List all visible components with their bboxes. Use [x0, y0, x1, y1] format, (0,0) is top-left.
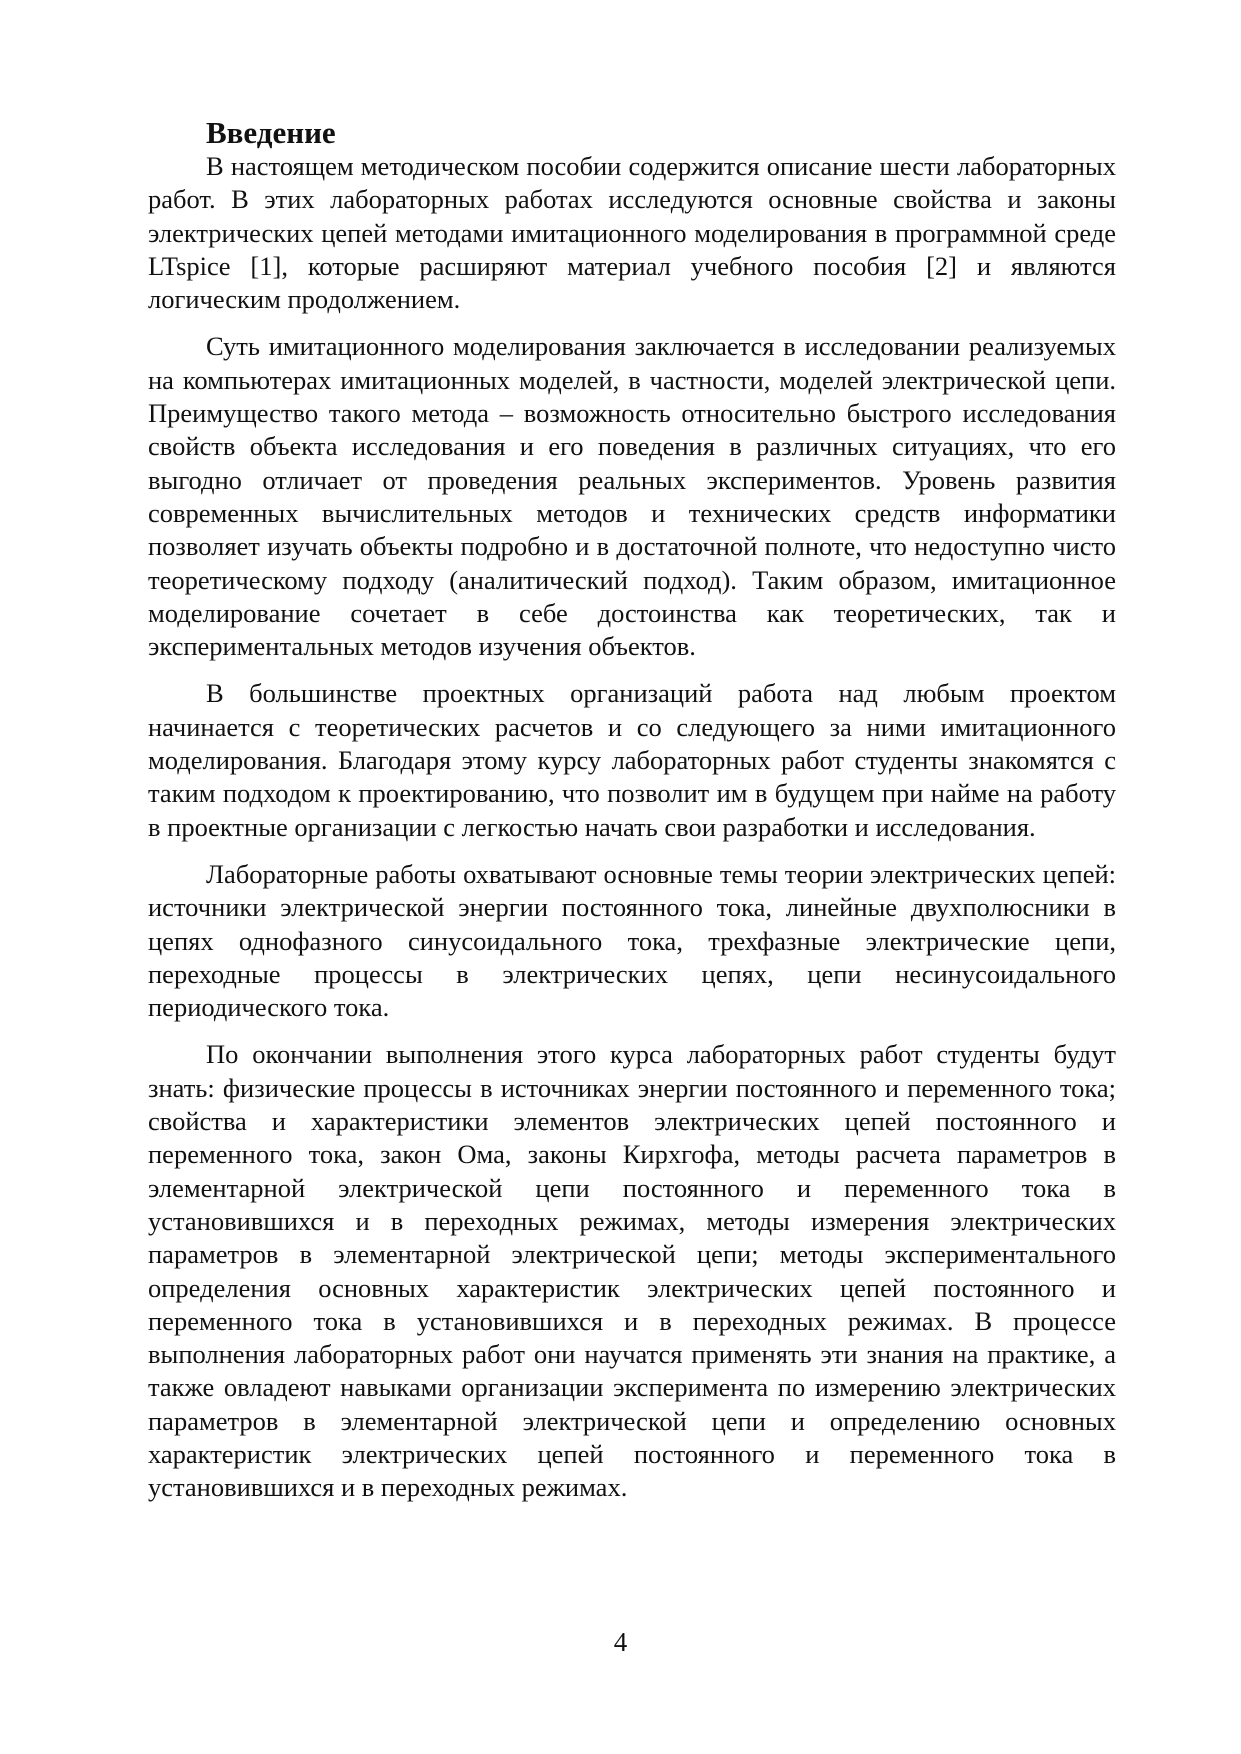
page-number: 4: [613, 1627, 628, 1657]
paragraph-lab-topics: Лабораторные работы охватывают основные темы теории электрических цепей: источники электрической энергии постоянного тока, линейные двухполюсники в цепях однофазного синусоидального тока, трехфазные электрические цепи, переходные процессы в электрических цепях, цепи несинусоидального периодического тока.: [148, 858, 1116, 1023]
paragraph-project-organizations: В большинстве проектных организаций работа над любым проектом начинается с теоретических расчетов и со следующего за ними имитационного моделирования. Благодаря этому курсу лабораторных работ студенты знакомятся с таким подходом к проектированию, что позволит им в будущем при найме на работу в проектные организации с легкостью начать свои разработки и исследования.: [148, 678, 1116, 842]
paragraph-learning-outcomes: По окончании выполнения этого курса лабораторных работ студенты будут знать: физические процессы в источниках энергии постоянного и переменного тока; свойства и характеристики элементов электрических цепей постоянного и переменного тока, закон Ома, законы Кирхгофа, методы расчета параметров в элементарной электрической цепи постоянного и переменного тока в установившихся и в переходных режимах, методы измерения электрических параметров в элементарной электрической цепи; методы экспериментального определения основных характеристик электрических цепей постоянного и переменного тока в установившихся и в переходных режимах. В процессе выполнения лабораторных работ они научатся применять эти знания на практике, а также овладеют навыками организации эксперимента по измерению электрических параметров в элементарной электрической цепи и определению основных характеристик электрических цепей постоянного и переменного тока в установившихся и в переходных режимах.: [148, 1039, 1116, 1503]
section-heading: Введение: [206, 115, 336, 150]
paragraph-intro: В настоящем методическом пособии содержится описание шести лабораторных работ. В этих лабораторных работах исследуются основные свойства и законы электрических цепей методами имитационного моделирования в программной среде LTspice [1], которые расширяют материал учебного пособия [2] и являются логическим продолжением.: [148, 151, 1116, 315]
paragraph-simulation-essence: Суть имитационного моделирования заключается в исследовании реализуемых на компьютерах имитационных моделей, в частности, моделей электрической цепи. Преимущество такого метода – возможность относительно быстрого исследования свойств объекта исследования и его поведения в различных ситуациях, что его выгодно отличает от проведения реальных экспериментов. Уровень развития современных вычислительных методов и технических средств информатики позволяет изучать объекты подробно и в достаточной полноте, что недоступно чисто теоретическому подходу (аналитический подход). Таким образом, имитационное моделирование сочетает в себе достоинства как теоретических, так и экспериментальных методов изучения объектов.: [148, 331, 1116, 662]
page-content: [148, 116, 1116, 1505]
